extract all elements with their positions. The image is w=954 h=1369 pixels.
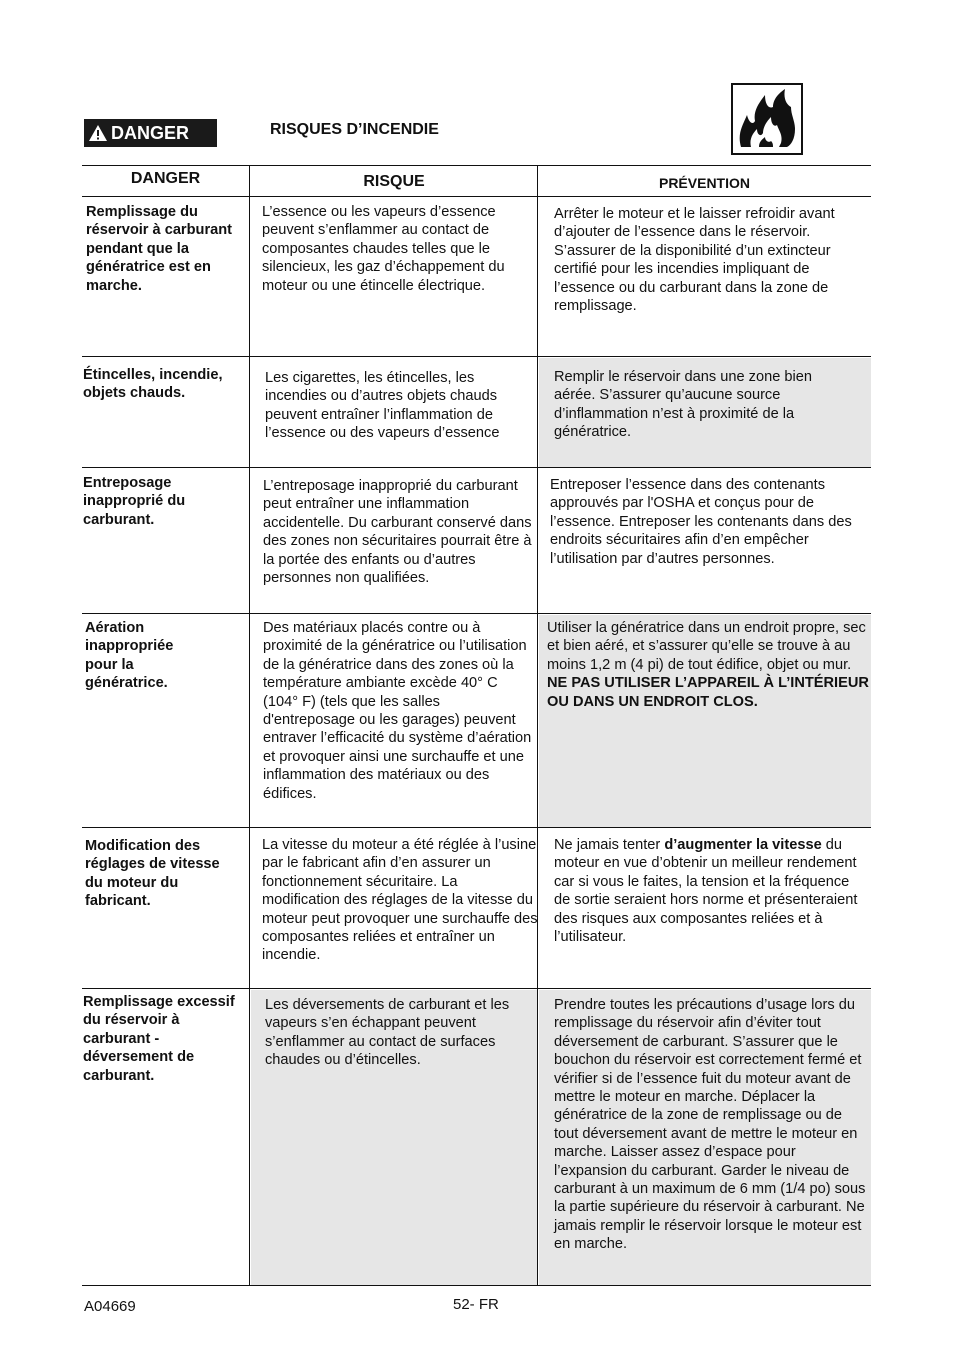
table-top-rule	[82, 165, 871, 166]
column-divider	[537, 166, 538, 1286]
row-5-risque: La vitesse du moteur a été réglée à l’usine par le fabricant afin d’en assurer un fonctionnement sécuritaire. La modification des réglages de la vitesse du moteur peut provoquer une surchauffe des composantes reliées et entraîner un incendie.	[262, 837, 538, 964]
column-divider	[249, 166, 250, 1286]
row-divider	[82, 467, 871, 468]
document-code: A04669	[84, 1298, 136, 1315]
section-title: RISQUES D’INCENDIE	[270, 121, 439, 138]
row-1-danger: Remplissage du réservoir à carburant pendant que la génératrice est en marche.	[86, 204, 233, 294]
row-6-danger: Remplissage excessif du réservoir à carburant - déversement de carburant.	[83, 994, 235, 1084]
row-3-risque: L’entreposage inapproprié du carburant peut entraîner une inflammation accidentelle. Du carburant conservé dans des zones non sécuritaires pourrait être à la portée des enfants ou d’autres personnes non qualifiées.	[263, 478, 532, 587]
row-3-prevention: Entreposer l’essence dans des contenants approuvés par l'OSHA et conçus pour de l’essence. Entreposer les contenants dans des endroits sécuritaires afin d’en empêcher l’utilisation par d’autres personnes.	[550, 477, 852, 567]
column-header-danger: DANGER	[130, 170, 201, 187]
row-4-danger: Aération inappropriée pour la génératrice.	[85, 620, 174, 692]
row-divider	[82, 613, 871, 614]
table-header-rule	[82, 196, 871, 197]
row-4-prevention	[547, 619, 870, 711]
row-4-risque: Des matériaux placés contre ou à proximité de la génératrice ou l’utilisation de la génératrice dans des zones où la température ambiante excède 40° C (104° F) (tels que les salles d'entreposage ou les garages) peuvent entraver l’efficacité du système d’aération et provoquer ainsi une surchauffe et une inflammation des matériaux ou des édifices.	[263, 620, 532, 802]
row-5-danger: Modification des réglages de vitesse du moteur du fabricant.	[85, 838, 220, 910]
row-2-danger: Étincelles, incendie, objets chauds.	[83, 367, 223, 402]
row-4-prevention-emphasis: NE PAS UTILISER L’APPAREIL À L’INTÉRIEUR OU DANS UN ENDROIT CLOS.	[547, 675, 869, 710]
table-bottom-rule	[82, 1285, 871, 1286]
row-6-prevention: Prendre toutes les précautions d’usage lors du remplissage du réservoir afin d’éviter tout déversement de carburant. S’assurer que le bouchon du réservoir est correctement fermé et vérifier si de l’essence fuit du moteur avant de mettre le moteur en marche. Déplacer la génératrice de la zone de remplissage ou de tout déversement avant de mettre le moteur en marche. Laisser assez d’espace pour l’expansion du carburant. Garder le niveau de carburant à un maximum de 6 mm (1/4 po) sous la partie supérieure du réservoir à carburant. Ne jamais remplir le réservoir lorsque le moteur est en marche.	[554, 997, 866, 1253]
row-3-danger: Entreposage inapproprié du carburant.	[83, 475, 186, 528]
row-1-risque: L’essence ou les vapeurs d’essence peuvent s’enflammer au contact de composantes chaudes telles que le silencieux, les gaz d’échappement du moteur ou une étincelle électrique.	[262, 204, 505, 294]
column-header-risque: RISQUE	[363, 173, 425, 190]
fire-icon	[731, 83, 803, 155]
row-5-prevention-post: du moteur en vue d’obtenir un meilleur rendement car si vous le faites, la tension et la fréquence de sortie seraient hors norme et présenteraient des risques aux composantes reliées et à l’utilisateur.	[554, 837, 858, 946]
row-2-prevention: Remplir le réservoir dans une zone bien aérée. S’assurer qu’aucune source d’inflammation n’est à proximité de la génératrice.	[554, 369, 812, 441]
danger-badge	[84, 119, 217, 147]
row-5-prevention	[554, 836, 864, 946]
row-5-prevention-pre: Ne jamais tenter	[554, 837, 661, 853]
row-4-prevention-text: Utiliser la génératrice dans un endroit propre, sec et bien aéré, et s’assurer qu’elle se trouve à au moins 1,2 m (4 pi) de tout édifice, objet ou mur.	[547, 620, 866, 673]
warning-triangle-icon	[88, 124, 108, 142]
danger-badge-label: DANGER	[111, 122, 190, 143]
row-1-prevention: Arrêter le moteur et le laisser refroidir avant d’ajouter de l’essence dans le réservoir. S’assurer de la disponibilité d’un extincteur certifié pour les incendies impliquant de l’essence ou du carburant dans la zone de remplissage.	[554, 206, 835, 315]
row-5-prevention-emphasis: d’augmenter la vitesse	[664, 837, 822, 853]
row-divider	[82, 827, 871, 828]
row-divider	[82, 356, 871, 357]
page-number: 52- FR	[453, 1296, 499, 1313]
row-2-risque: Les cigarettes, les étincelles, les incendies ou d’autres objets chauds peuvent entraîner l’inflammation de l’essence ou des vapeurs d’essence	[265, 370, 500, 442]
row-divider	[82, 988, 871, 989]
row-6-risque: Les déversements de carburant et les vapeurs s’en échappant peuvent s’enflammer au contact de surfaces chaudes ou d’étincelles.	[265, 997, 510, 1069]
column-header-prevention: PRÉVENTION	[658, 175, 750, 191]
